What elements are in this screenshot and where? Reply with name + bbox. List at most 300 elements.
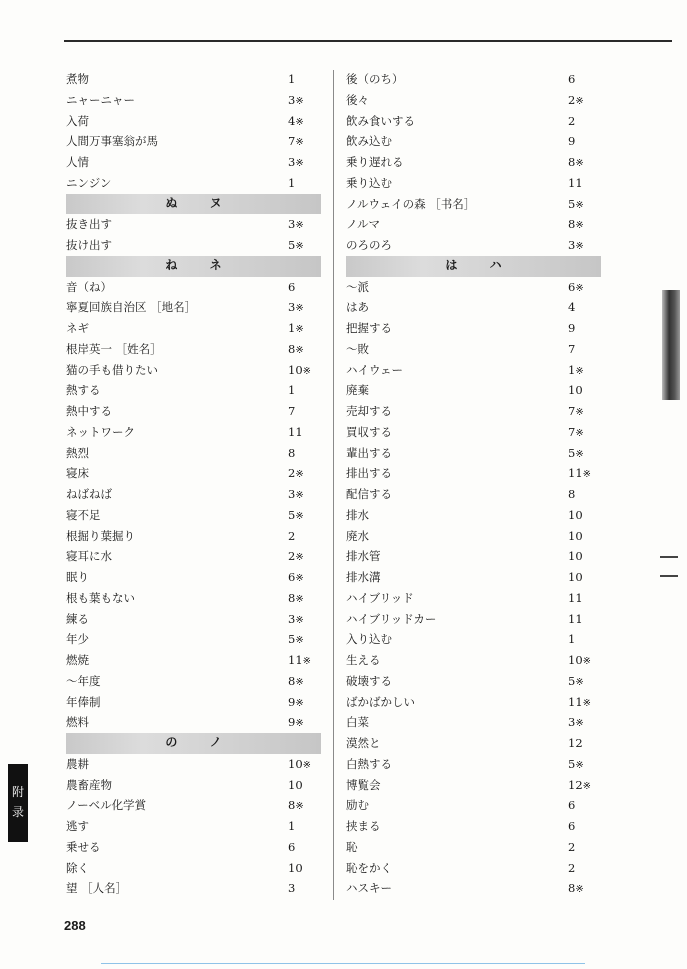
entry-term: 農耕 [66,756,89,771]
entry-lesson-number [568,837,604,860]
entry-lesson-number [568,152,604,175]
index-entry [346,837,601,858]
entry-lesson-number [288,111,324,134]
entry-lesson-number [288,546,324,569]
entry-lesson-number [568,505,604,528]
entry-lesson-number [288,443,324,466]
entry-term: 輩出する [346,445,392,460]
entry-term: 乗せる [66,839,101,854]
entry-lesson-number [288,858,324,881]
new-word-mark: ※ [575,220,584,232]
column-divider [333,70,334,900]
entry-number-value: 9 [568,321,576,335]
entry-term: ねばねば [66,487,112,501]
index-entry [66,277,321,298]
entry-number-value: 7 [568,341,576,356]
section-header [66,194,321,215]
index-entry [346,775,601,796]
scan-artifact [660,556,678,558]
entry-term: 漠然と [346,736,381,750]
entry-number-value: 1 [288,72,296,86]
entry-lesson-number [288,878,324,901]
entry-number-value: 11 [568,175,583,190]
new-word-mark: ※ [295,697,304,709]
index-entry [66,297,321,318]
entry-lesson-number [568,443,604,466]
entry-number-value: 7 [288,134,296,149]
entry-term: 寝耳に水 [66,549,112,564]
scan-artifact [660,575,678,577]
new-word-mark: ※ [295,490,304,501]
entry-lesson-number [288,277,324,300]
entry-term: 排水 [346,507,369,522]
entry-lesson-number [288,90,324,113]
index-entry [346,609,601,630]
entry-term: 猫の手も借りたい [66,362,158,377]
index-entry [66,609,321,630]
index-column-left [66,69,321,899]
entry-number-value: 5 [288,238,296,252]
entry-lesson-number [288,712,324,735]
index-entry [346,318,601,339]
entry-number-value: 10 [568,528,583,543]
entry-term: 排水溝 [346,570,381,584]
entry-term: ノルマ [346,217,381,232]
new-word-mark: ※ [575,365,584,377]
index-entry [346,484,601,505]
entry-number-value: 8 [288,445,296,460]
entry-lesson-number [568,422,604,445]
index-entry [66,318,321,339]
entry-lesson-number [288,173,324,196]
bottom-rule [101,963,585,964]
entry-lesson-number [288,837,324,860]
entry-number-value: 11 [568,466,583,481]
index-entry [66,131,321,152]
entry-term: 白菜 [346,715,369,730]
entry-lesson-number [568,609,604,632]
entry-term: 根岸英一 ［姓名］ [66,341,162,356]
entry-term: 後々 [346,92,369,107]
entry-number-value: 3 [288,92,296,107]
entry-number-value: 12 [568,777,583,792]
entry-number-value: 10 [568,570,583,584]
entry-number-value: 11 [288,653,303,667]
index-entry [66,878,321,899]
entry-number-value: 11 [568,694,583,709]
new-word-mark: ※ [295,801,304,813]
new-word-mark: ※ [295,158,304,169]
entry-term: 熱する [66,383,101,398]
entry-number-value: 4 [568,300,576,315]
section-header-label: ぬ ヌ [165,195,236,210]
index-entry [66,775,321,796]
entry-term: ばかばかしい [346,694,415,709]
entry-lesson-number [568,360,604,383]
entry-lesson-number [288,567,324,590]
entry-term: 抜き出す [66,217,112,232]
entry-lesson-number [568,816,604,839]
entry-number-value: 5 [568,196,576,211]
entry-number-value: 8 [288,590,296,605]
entry-lesson-number [288,318,324,341]
new-word-mark: ※ [295,635,304,647]
entry-number-value: 3 [288,487,296,501]
index-entry [66,360,321,381]
entry-number-value: 6 [288,570,296,584]
entry-term: ネットワーク [66,424,135,439]
entry-lesson-number [288,339,324,362]
index-entry [66,401,321,422]
entry-number-value: 6 [568,798,576,813]
entry-number-value: 10 [288,362,303,377]
index-entry [346,795,601,816]
index-entry [66,484,321,505]
index-entry [66,712,321,733]
entry-lesson-number [568,878,604,901]
side-tab-char-2: 录 [11,805,24,819]
new-word-mark: ※ [295,469,304,481]
index-entry [346,816,601,837]
index-entry [66,111,321,132]
entry-term: はあ [346,300,369,315]
entry-term: 熱中する [66,404,112,418]
entry-lesson-number [288,671,324,694]
entry-lesson-number [288,152,324,175]
entry-number-value: 9 [288,694,296,709]
entry-term: 年少 [66,632,89,647]
index-entry [66,858,321,879]
entry-term: ハスキー [346,881,392,896]
new-word-mark: ※ [295,137,304,149]
new-word-mark: ※ [295,344,304,356]
index-entry [66,526,321,547]
entry-number-value: 11 [288,424,303,439]
entry-number-value: 12 [568,736,583,750]
new-word-mark: ※ [582,656,592,667]
index-entry [66,795,321,816]
entry-number-value: 11 [568,590,583,605]
entry-number-value: 2 [568,113,576,128]
entry-lesson-number [288,588,324,611]
entry-term: 廃棄 [346,383,369,398]
entry-number-value: 3 [568,715,576,730]
entry-lesson-number [568,733,604,756]
entry-term: 乗り込む [346,175,392,190]
index-entry [66,567,321,588]
section-header-label: ね ネ [165,257,236,272]
entry-number-value: 8 [288,341,296,356]
entry-number-value: 3 [288,300,296,315]
entry-number-value: 6 [568,819,576,833]
entry-term: 煮物 [66,72,89,86]
entry-number-value: 2 [568,860,576,875]
entry-lesson-number [568,111,604,134]
new-word-mark: ※ [295,614,304,626]
new-word-mark: ※ [295,116,304,128]
index-entry [66,214,321,235]
entry-term: 恥 [346,839,358,854]
entry-lesson-number [568,629,604,652]
new-word-mark: ※ [575,676,584,688]
entry-lesson-number [288,609,324,632]
entry-number-value: 10 [288,756,303,771]
new-word-mark: ※ [295,95,304,107]
entry-term: 燃焼 [66,653,89,667]
entry-number-value: 5 [568,756,576,771]
index-entry [66,816,321,837]
section-header [66,733,321,754]
entry-lesson-number [568,858,604,881]
entry-number-value: 5 [568,445,576,460]
entry-number-value: 1 [288,383,296,398]
index-entry [66,90,321,111]
new-word-mark: ※ [295,303,304,315]
entry-term: 恥をかく [346,860,392,875]
entry-number-value: 5 [568,673,576,688]
entry-lesson-number [288,463,324,486]
entry-number-value: 1 [568,362,576,377]
entry-term: 排出する [346,466,392,481]
section-header-label: の ノ [165,735,236,749]
index-entry [346,360,601,381]
entry-term: 眠り [66,570,89,584]
index-entry [346,69,601,90]
index-entry [346,339,601,360]
entry-lesson-number [568,463,604,486]
entry-number-value: 1 [288,819,296,833]
index-entry [346,546,601,567]
index-entry [346,588,601,609]
entry-lesson-number [568,671,604,694]
entry-number-value: 10 [568,507,583,522]
index-entry [346,90,601,111]
entry-number-value: 10 [288,860,303,875]
new-word-mark: ※ [575,158,584,169]
entry-number-value: 3 [568,238,576,252]
entry-number-value: 2 [288,528,296,543]
index-entry [346,443,601,464]
entry-term: ニンジン [66,175,112,190]
entry-term: 励む [346,798,369,813]
index-entry [66,422,321,443]
entry-term: 除く [66,860,89,875]
entry-number-value: 6 [568,72,576,86]
entry-lesson-number [568,380,604,403]
entry-number-value: 10 [568,549,583,564]
index-entry [346,173,601,194]
index-column-right [346,69,601,899]
new-word-mark: ※ [575,427,584,439]
new-word-mark: ※ [575,718,584,730]
index-entry [346,878,601,899]
entry-term: ハイブリッドカー [346,611,437,626]
index-entry [66,629,321,650]
index-entry [66,463,321,484]
index-entry [346,526,601,547]
new-word-mark: ※ [575,282,584,294]
entry-term: 飲み込む [346,134,392,149]
index-entry [66,588,321,609]
index-entry [66,380,321,401]
entry-term: 入り込む [346,632,392,647]
side-tab-char-1: 附 [11,785,24,799]
entry-lesson-number [568,526,604,549]
new-word-mark: ※ [575,241,584,252]
entry-term: 人間万事塞翁が馬 [66,134,158,149]
entry-lesson-number [288,401,324,424]
entry-term: ～派 [346,279,369,294]
entry-term: 生える [346,653,381,667]
new-word-mark: ※ [295,510,304,522]
new-word-mark: ※ [295,324,304,335]
entry-number-value: 9 [568,134,576,149]
entry-number-value: 7 [288,404,296,418]
new-word-mark: ※ [302,656,312,667]
new-word-mark: ※ [582,780,592,792]
new-word-mark: ※ [295,552,304,564]
section-header [346,256,601,277]
page-number: 288 [64,918,86,933]
index-entry [346,463,601,484]
entry-term: 乗り遅れる [346,155,404,169]
index-entry [346,505,601,526]
entry-number-value: 2 [568,92,576,107]
entry-lesson-number [288,297,324,320]
index-entry [346,214,601,235]
entry-lesson-number [288,775,324,798]
entry-term: ハイブリッド [346,590,414,605]
entry-lesson-number [568,69,604,92]
entry-lesson-number [288,795,324,818]
entry-term: 後（のち） [346,72,404,86]
entry-term: 農畜産物 [66,777,112,792]
entry-lesson-number [288,754,324,777]
index-entry [66,754,321,775]
entry-number-value: 5 [288,507,296,522]
entry-term: 売却する [346,404,392,418]
index-entry [66,546,321,567]
new-word-mark: ※ [575,407,584,418]
index-entry [346,401,601,422]
entry-lesson-number [288,422,324,445]
entry-lesson-number [288,131,324,154]
entry-term: 博覧会 [346,777,381,792]
entry-term: 人情 [66,155,89,169]
entry-term: 望 ［人名］ [66,881,128,896]
entry-term: 根掘り葉掘り [66,528,135,543]
entry-term: ノルウェイの森 ［书名］ [346,196,476,211]
entry-term: 配信する [346,487,392,501]
entry-number-value: 8 [288,673,296,688]
index-entry [66,692,321,713]
index-entry [66,235,321,256]
new-word-mark: ※ [295,676,304,688]
new-word-mark: ※ [302,759,312,771]
entry-lesson-number [568,484,604,507]
entry-number-value: 1 [288,321,296,335]
entry-term: ネギ [66,321,89,335]
appendix-side-tab [8,764,28,842]
entry-term: 排水管 [346,549,381,564]
entry-number-value: 3 [288,217,296,232]
entry-term: 逃す [66,819,89,833]
entry-number-value: 4 [288,113,296,128]
entry-term: 挟まる [346,819,381,833]
new-word-mark: ※ [295,718,304,730]
entry-number-value: 7 [568,404,576,418]
index-entry [66,505,321,526]
entry-term: ニャーニャー [66,92,135,107]
entry-number-value: 1 [288,175,296,190]
index-entry [66,173,321,194]
entry-term: 寧夏回族自治区 ［地名］ [66,300,197,315]
entry-lesson-number [568,131,604,154]
entry-number-value: 8 [568,881,576,896]
index-entry [346,629,601,650]
entry-term: 熱烈 [66,445,89,460]
entry-lesson-number [568,795,604,818]
entry-number-value: 6 [288,839,296,854]
entry-lesson-number [288,484,324,507]
entry-lesson-number [568,588,604,611]
new-word-mark: ※ [582,469,592,481]
entry-number-value: 6 [288,279,296,294]
index-entry [346,194,601,215]
entry-lesson-number [568,754,604,777]
entry-number-value: 3 [288,881,296,896]
entry-lesson-number [568,90,604,113]
entry-lesson-number [288,69,324,92]
entry-lesson-number [568,567,604,590]
entry-term: 入荷 [66,113,89,128]
entry-lesson-number [568,546,604,569]
entry-term: 抜け出す [66,238,112,252]
index-entry [346,650,601,671]
entry-number-value: 9 [288,715,296,730]
entry-number-value: 6 [568,279,576,294]
entry-number-value: 2 [288,466,296,481]
entry-lesson-number [288,629,324,652]
entry-number-value: 2 [288,549,296,564]
index-entry [66,650,321,671]
entry-number-value: 3 [288,611,296,626]
entry-number-value: 10 [288,777,303,792]
entry-lesson-number [568,235,604,258]
entry-lesson-number [568,650,604,673]
entry-term: 年俸制 [66,694,101,709]
section-header [66,256,321,277]
entry-lesson-number [288,650,324,673]
new-word-mark: ※ [575,448,584,460]
entry-term: のろのろ [346,238,392,252]
index-entry [346,131,601,152]
entry-number-value: 11 [568,611,583,626]
entry-term: 飲み食いする [346,113,415,128]
entry-number-value: 7 [568,424,576,439]
index-entry [346,712,601,733]
entry-lesson-number [288,505,324,528]
entry-term: ハイウェー [346,362,404,377]
entry-number-value: 8 [568,155,576,169]
entry-term: ～年度 [66,673,101,688]
entry-lesson-number [568,775,604,798]
index-entry [66,671,321,692]
top-rule [64,40,672,42]
entry-lesson-number [568,194,604,217]
entry-lesson-number [288,526,324,549]
entry-lesson-number [288,360,324,383]
